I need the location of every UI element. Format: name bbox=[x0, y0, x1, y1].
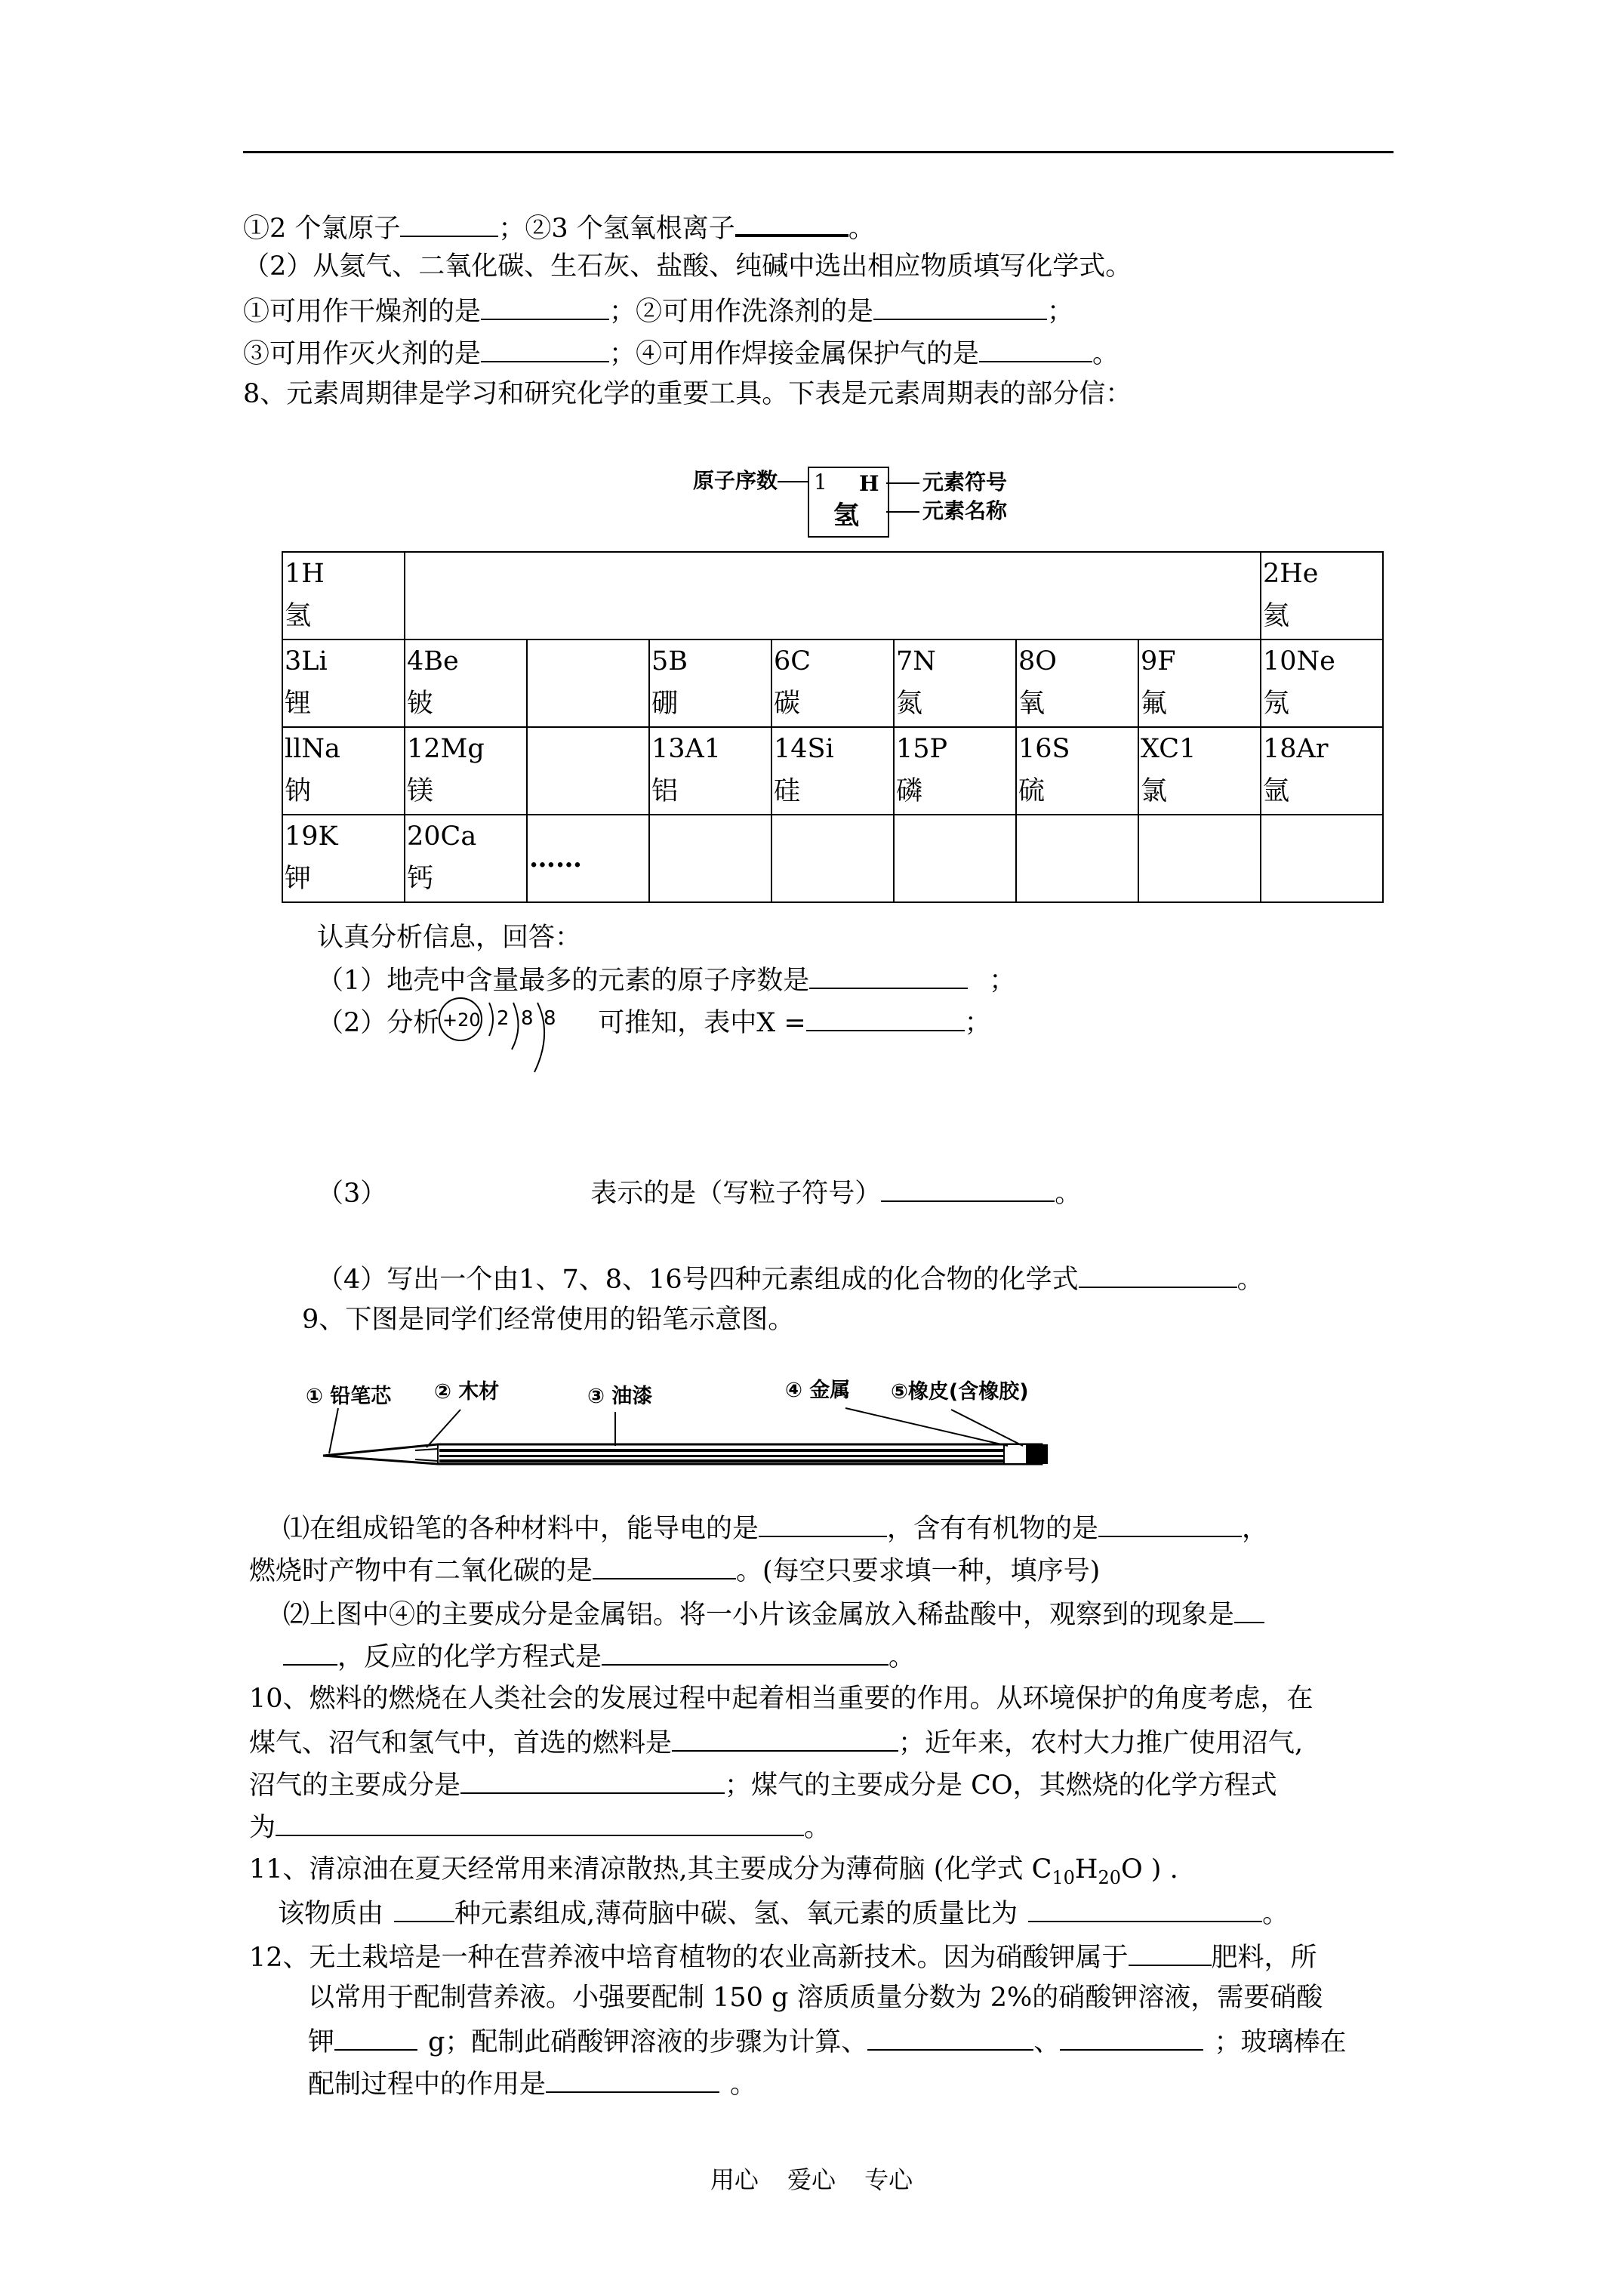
table-cell bbox=[527, 727, 649, 815]
q9-part2: ⑵上图中④的主要成分是金属铝。将一小片该金属放入稀盐酸中，观察到的现象是 bbox=[283, 1596, 1264, 1632]
answer-blank[interactable] bbox=[400, 210, 498, 237]
legend-atomic-number-label: 原子序数 bbox=[693, 468, 778, 493]
header-rule bbox=[243, 151, 1394, 153]
table-cell bbox=[649, 815, 771, 902]
table-cell: 5B 硼 bbox=[649, 639, 771, 727]
pencil-label-metal: ④ 金属 bbox=[785, 1379, 851, 1402]
q7-line1: ①2 个氯原子 ；②3 个氢氧根离子 。 bbox=[243, 208, 875, 245]
table-cell bbox=[771, 815, 894, 902]
answer-blank[interactable] bbox=[809, 962, 968, 989]
q7-line3: ①可用作干燥剂的是 ；②可用作洗涤剂的是 ； bbox=[243, 293, 1073, 328]
answer-blank[interactable] bbox=[881, 1175, 1055, 1202]
q9-part1-cont: 燃烧时产物中有二氧化碳的是 。(每空只要求填一种，填序号) bbox=[249, 1552, 1100, 1588]
table-cell: 3Li 锂 bbox=[282, 639, 405, 727]
answer-blank[interactable] bbox=[1060, 2023, 1203, 2051]
answer-blank[interactable] bbox=[1129, 1939, 1212, 1966]
table-cell: 20Ca 钙 bbox=[405, 815, 527, 902]
answer-blank[interactable] bbox=[806, 1004, 965, 1031]
legend-symbol-label: 元素符号 bbox=[922, 470, 1008, 495]
table-cell: 6C 碳 bbox=[771, 639, 894, 727]
table-cell: 12Mg 镁 bbox=[405, 727, 527, 815]
table-cell: 1H 氢 bbox=[282, 552, 405, 639]
page-footer: 用心 爱心 专心 bbox=[710, 2165, 913, 2194]
q9-intro: 9、下图是同学们经常使用的铅笔示意图。 bbox=[302, 1305, 795, 1335]
pencil-label-wood: ② 木材 bbox=[434, 1380, 500, 1404]
table-cell bbox=[1138, 815, 1261, 902]
table-row bbox=[282, 727, 1383, 815]
answer-blank[interactable] bbox=[602, 1638, 888, 1666]
q9-part1: ⑴在组成铅笔的各种材料中，能导电的是 ，含有有机物的是 ， bbox=[283, 1510, 1268, 1546]
element-legend bbox=[679, 462, 1057, 553]
answer-blank[interactable] bbox=[481, 335, 609, 362]
table-cell: 14Si 硅 bbox=[771, 727, 894, 815]
q7-line2: （2）从氦气、二氧化碳、生石灰、盐酸、纯碱中选出相应物质填写化学式。 bbox=[243, 251, 1132, 282]
atom-structure-diagram: +20 2 8 8 bbox=[430, 997, 566, 1080]
q8-sub3: （3） 表示的是（写粒子符号） 。 bbox=[317, 1175, 1081, 1210]
q7-line4: ③可用作灭火剂的是 ；④可用作焊接金属保护气的是 。 bbox=[243, 335, 1119, 371]
q12-line2: 以常用于配制营养液。小强要配制 150 g 溶质质量分数为 2%的硝酸钾溶液，需要硝酸 bbox=[308, 1983, 1323, 2013]
table-cell: 16S 硫 bbox=[1016, 727, 1138, 815]
table-cell: 15P 磷 bbox=[894, 727, 1016, 815]
answer-blank[interactable] bbox=[735, 208, 848, 237]
q7-prompt-a: ①2 个氯原子 bbox=[243, 214, 401, 244]
table-row bbox=[282, 815, 1383, 902]
pencil-diagram bbox=[302, 1370, 1072, 1476]
answer-blank[interactable] bbox=[546, 2066, 719, 2093]
pencil-label-eraser: ⑤橡皮(含橡胶) bbox=[891, 1380, 1029, 1404]
table-cell: 13A1 铝 bbox=[649, 727, 771, 815]
answer-blank[interactable] bbox=[1234, 1596, 1264, 1623]
answer-blank[interactable] bbox=[593, 1552, 736, 1579]
q10-line2: 煤气、沼气和氢气中，首选的燃料是 ；近年来，农村大力推广使用沼气, bbox=[249, 1724, 1303, 1760]
answer-blank[interactable] bbox=[334, 2023, 417, 2051]
q8-sub4: （4）写出一个由1、7、8、16号四种元素组成的化合物的化学式 。 bbox=[317, 1261, 1264, 1296]
table-cell: 4Be 铍 bbox=[405, 639, 527, 727]
q12-line3: 钾 g；配制此硝酸钾溶液的步骤为计算、 、 ；玻璃棒在 bbox=[308, 2023, 1346, 2059]
periodic-table bbox=[282, 551, 1384, 903]
answer-blank[interactable] bbox=[283, 1638, 337, 1666]
q9-part2-cont: ，反应的化学方程式是 。 bbox=[283, 1638, 915, 1674]
q10-line1: 10、燃料的燃烧在人类社会的发展过程中起着相当重要的作用。从环境保护的角度考虑，在 bbox=[249, 1684, 1313, 1714]
answer-blank[interactable] bbox=[759, 1510, 887, 1537]
q10-line4: 为 。 bbox=[249, 1809, 830, 1845]
q12-line4: 配制过程中的作用是 。 bbox=[308, 2066, 756, 2101]
pencil-label-paint: ③ 油漆 bbox=[587, 1385, 653, 1408]
q8-intro: 8、元素周期律是学习和研究化学的重要工具。下表是元素周期表的部分信： bbox=[243, 379, 1132, 409]
table-cell bbox=[527, 639, 649, 727]
table-cell: 7N 氮 bbox=[894, 639, 1016, 727]
answer-blank[interactable] bbox=[979, 335, 1092, 362]
table-cell: 10Ne 氖 bbox=[1261, 639, 1383, 727]
table-row bbox=[282, 639, 1383, 727]
table-cell: llNa 钠 bbox=[282, 727, 405, 815]
table-cell: …… bbox=[527, 815, 649, 902]
table-row bbox=[282, 552, 1383, 639]
table-cell bbox=[1016, 815, 1138, 902]
answer-blank[interactable] bbox=[1028, 1895, 1262, 1922]
table-gap bbox=[405, 552, 1261, 639]
answer-blank[interactable] bbox=[873, 293, 1047, 320]
table-cell: 9F 氟 bbox=[1138, 639, 1261, 727]
q11-line2: 该物质由 种元素组成,薄荷脑中碳、氢、氧元素的质量比为 。 bbox=[278, 1895, 1289, 1931]
q8-analyze: 认真分析信息，回答： bbox=[317, 923, 582, 953]
table-cell: 18Ar 氩 bbox=[1261, 727, 1383, 815]
q7-prompt-b: ；②3 个氢氧根离子 bbox=[498, 214, 735, 244]
table-cell: XC1 氯 bbox=[1138, 727, 1261, 815]
legend-name-label: 元素名称 bbox=[922, 498, 1008, 523]
answer-blank[interactable] bbox=[672, 1724, 898, 1752]
answer-blank[interactable] bbox=[1098, 1510, 1242, 1537]
q12-line1: 12、无土栽培是一种在营养液中培育植物的农业高新技术。因为硝酸钾属于 肥料，所 bbox=[249, 1939, 1317, 1974]
answer-blank[interactable] bbox=[1079, 1261, 1237, 1288]
answer-blank[interactable] bbox=[394, 1895, 454, 1922]
q8-sub2: （2）分析 可推知，表中X = ； bbox=[317, 1004, 991, 1040]
q8-sub1: （1）地壳中含量最多的元素的原子序数是 ； bbox=[317, 962, 1015, 997]
legend-box: 1 H 氢 bbox=[808, 467, 889, 538]
table-cell: 2He 氦 bbox=[1261, 552, 1383, 639]
answer-blank[interactable] bbox=[460, 1767, 725, 1794]
answer-blank[interactable] bbox=[481, 293, 609, 320]
answer-blank[interactable] bbox=[276, 1809, 804, 1836]
answer-blank[interactable] bbox=[867, 2023, 1033, 2051]
pencil-label-lead: ① 铅笔芯 bbox=[306, 1385, 392, 1408]
table-cell: 19K 钾 bbox=[282, 815, 405, 902]
table-cell bbox=[894, 815, 1016, 902]
table-cell bbox=[1261, 815, 1383, 902]
q10-line3: 沼气的主要成分是 ；煤气的主要成分是 CO，其燃烧的化学方程式 bbox=[249, 1767, 1277, 1802]
q11-line1: 11、清凉油在夏天经常用来清凉散热,其主要成分为薄荷脑 (化学式 $C_{10}H_{20}O$ ) . bbox=[249, 1854, 1178, 1888]
table-cell: 8O 氧 bbox=[1016, 639, 1138, 727]
